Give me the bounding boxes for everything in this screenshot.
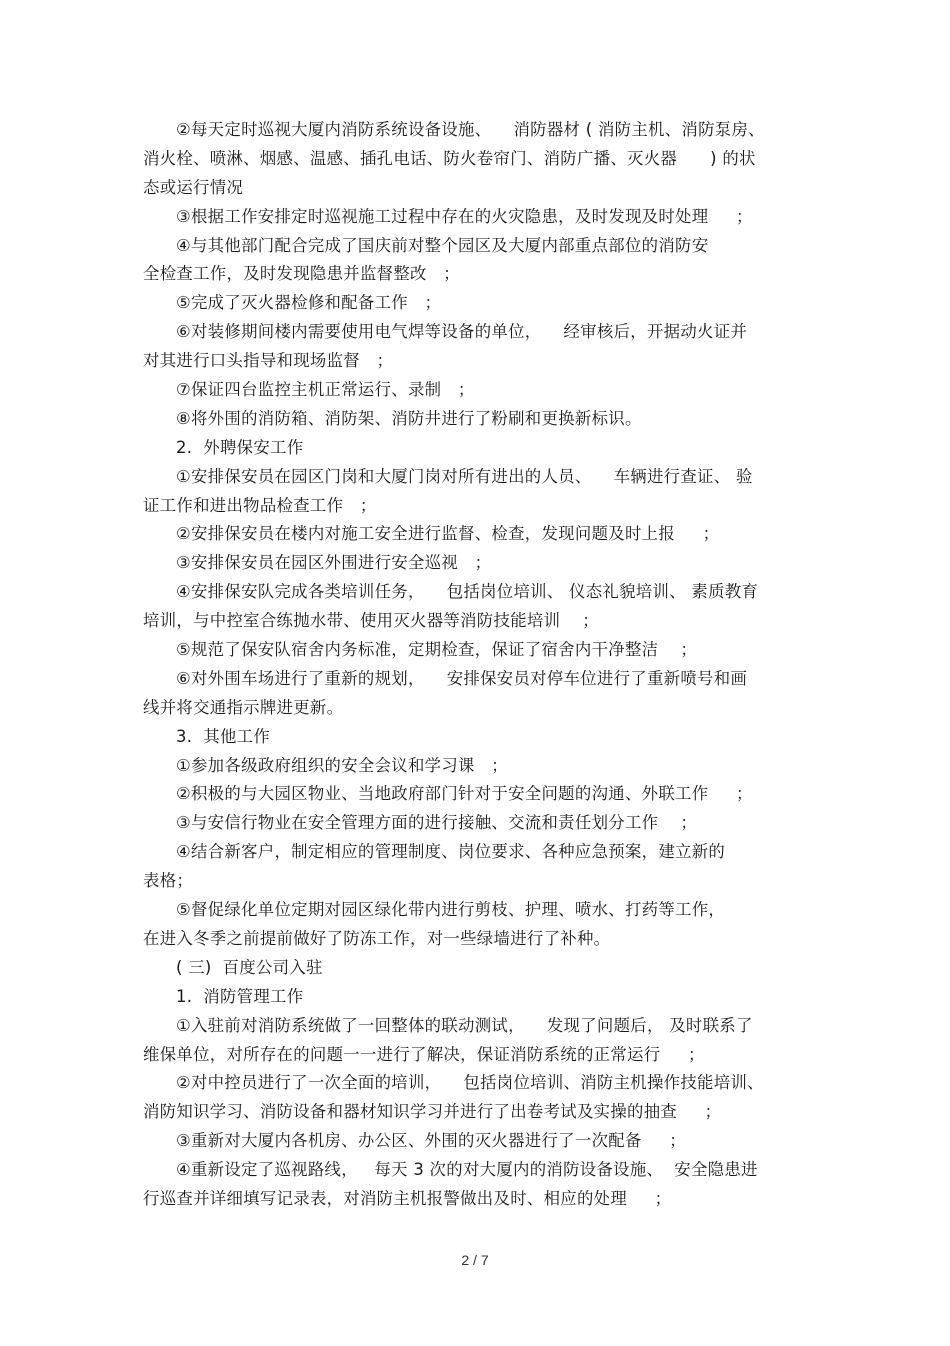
text-line: 线并将交通指示牌进更新。 bbox=[143, 697, 344, 717]
text-line: 3. 其他工作 bbox=[176, 726, 271, 746]
text-line: 对其进行口头指导和现场监督 ； bbox=[143, 351, 394, 371]
text-line: 2. 外聘保安工作 bbox=[176, 437, 304, 457]
text-line: ⑦保证四台监控主机正常运行、录制 ； bbox=[176, 380, 475, 400]
text-line: ④结合新客户，制定相应的管理制度、岗位要求、各种应急预案，建立新的 bbox=[176, 842, 726, 862]
text-line: ⑤完成了灭火器检修和配备工作 ； bbox=[176, 293, 442, 313]
text-line: ②对中控员进行了一次全面的培训， 包括岗位培训、消防主机操作技能培训、 bbox=[176, 1073, 764, 1093]
text-line: 维保单位，对所存在的问题一一进行了解决，保证消防系统的正常运行 ； bbox=[143, 1044, 705, 1064]
text-line: ⑤督促绿化单位定期对园区绿化带内进行剪枝、护理、喷水、打药等工作， bbox=[176, 900, 726, 920]
text-line: ④安排保安队完成各类培训任务， 包括岗位培训、 仪态礼貌培训、 素质教育 bbox=[176, 582, 759, 602]
text-line: 1. 消防管理工作 bbox=[176, 986, 304, 1006]
text-line: ②积极的与大园区物业、当地政府部门针对于安全问题的沟通、外联工作 ； bbox=[176, 784, 753, 804]
text-line: ⑤规范了保安队宿舍内务标准，定期检查，保证了宿舍内干净整洁 ； bbox=[176, 640, 698, 660]
text-line: ( 三) 百度公司入驻 bbox=[176, 957, 323, 977]
text-line: ③安排保安员在园区外围进行安全巡视 ； bbox=[176, 553, 492, 573]
text-line: 培训，与中控室合练抛水带、使用灭火器等消防技能培训 ； bbox=[143, 611, 599, 631]
text-line: 行巡查并详细填写记录表，对消防主机报警做出及时、相应的处理 ； bbox=[143, 1188, 672, 1208]
text-line: ③与安信行物业在安全管理方面的进行接触、交流和责任划分工作 ； bbox=[176, 813, 698, 833]
text-line: 在进入冬季之前提前做好了防冻工作，对一些绿墙进行了补种。 bbox=[143, 928, 611, 948]
text-line: 消防知识学习、消防设备和器材知识学习并进行了出卷考试及实操的抽查 ； bbox=[143, 1102, 722, 1122]
text-line: ②安排保安员在楼内对施工安全进行监督、检查，发现问题及时上报 ； bbox=[176, 524, 720, 544]
text-line: 证工作和进出物品检查工作 ； bbox=[143, 495, 377, 515]
text-line: 消火栓、喷淋、烟感、温感、插孔电话、防火卷帘门、消防广播、灭火器 ) 的状 bbox=[143, 148, 756, 168]
text-line: 全检查工作，及时发现隐患并监督整改 ； bbox=[143, 264, 460, 284]
text-line: ③重新对大厦内各机房、办公区、外围的灭火器进行了一次配备 ； bbox=[176, 1131, 686, 1151]
text-line: ②每天定时巡视大厦内消防系统设备设施、 消防器材 ( 消防主机、消防泵房、 bbox=[176, 120, 765, 139]
document-body bbox=[143, 116, 809, 1214]
text-line: ⑥对外围车场进行了重新的规划， 安排保安员对停车位进行了重新喷号和画 bbox=[176, 668, 748, 688]
text-line: ⑥对装修期间楼内需要使用电气焊等设备的单位， 经审核后，开据动火证并 bbox=[176, 322, 748, 342]
text-line: ①入驻前对消防系统做了一回整体的联动测试， 发现了问题后， 及时联系了 bbox=[176, 1015, 753, 1035]
text-line: ③根据工作安排定时巡视施工过程中存在的火灾隐患，及时发现及时处理 ； bbox=[176, 206, 753, 226]
text-line: 态或运行情况 bbox=[143, 177, 244, 197]
text-line: ①安排保安员在园区门岗和大厦门岗对所有进出的人员、 车辆进行查证、 验 bbox=[176, 466, 753, 486]
text-line: ④与其他部门配合完成了国庆前对整个园区及大厦内部重点部位的消防安 bbox=[176, 235, 709, 255]
text-line: ④重新设定了巡视路线， 每天 3 次的对大厦内的消防设备设施、 安全隐患进 bbox=[176, 1160, 758, 1180]
page-number: 2 / 7 bbox=[461, 1252, 489, 1268]
text-line: 表格； bbox=[143, 871, 194, 891]
text-line: ⑧将外围的消防箱、消防架、消防井进行了粉刷和更换新标识。 bbox=[176, 408, 642, 428]
text-line: ①参加各级政府组织的安全会议和学习课 ； bbox=[176, 755, 508, 775]
